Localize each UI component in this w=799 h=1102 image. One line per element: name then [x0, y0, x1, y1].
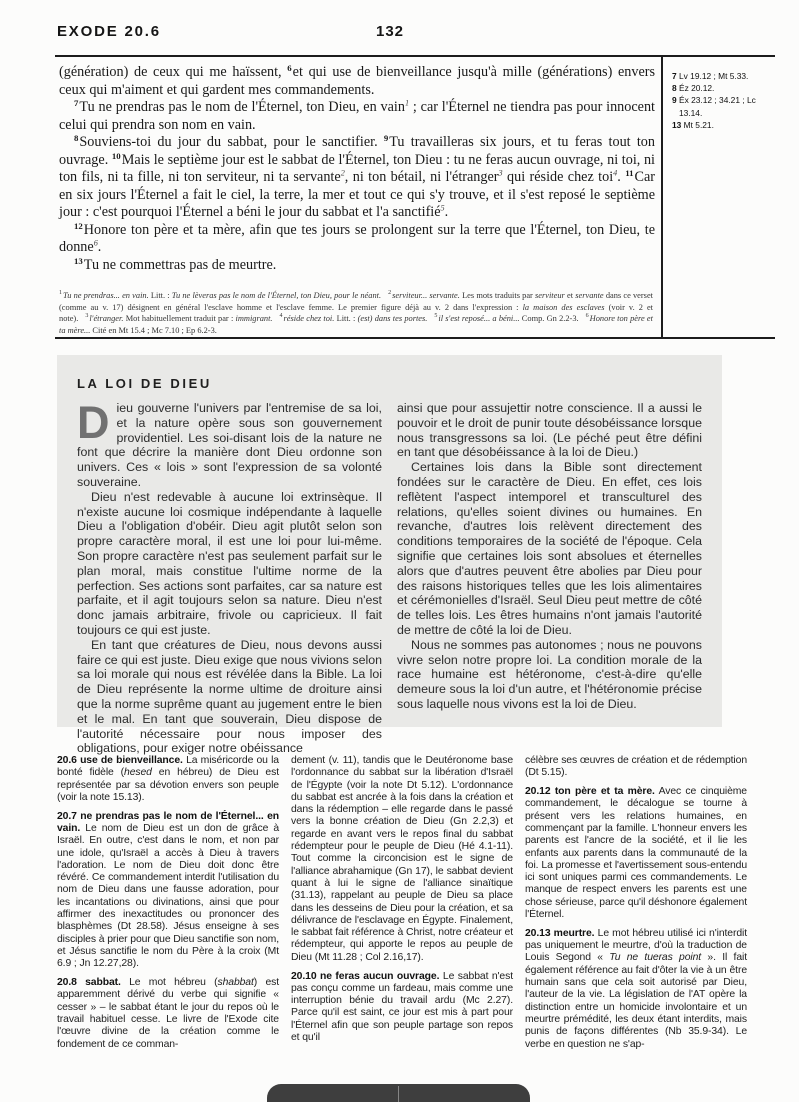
- feature-box: [57, 355, 722, 756]
- page-number: 132: [376, 23, 405, 40]
- study-notes-column-1: 20.6 use de bienveillance. La miséricorde ou la bonté fidèle (hesed en hébreu) de Dieu est représentée par sa dévotion envers son peuple (voir la note 15.13). 20.7 ne prendras pas le nom de l'Éternel... en vain. Le nom de Dieu est un don de grâce à Israël. En outre, c'est dans le nom, et non par une idole, qu'Israël a accès à Dieu à travers l'adoration. Le nom de Dieu doit donc être révéré. Ce commandement interdit l'utilisation du nom de Dieu dans une fausse adoration, pour les incantations ou divinations, ainsi que pour affirmer des inexactitudes ou prononcer des blasphèmes (Dt 28.58). Jésus enseigne à ses disciples à prier pour que Dieu sanctifie son nom, et Jésus sanctifie le nom du Père à la croix (Mt 6.9 ; Jn 12.27,28). 20.8 sabbat. Le mot hébreu (shabbat) est apparemment dérivé du verbe qui signifie « cesser » – le sabbat étant le jour du repos où le travail habituel cesse. Le livre de l'Exode cite l'œuvre divine de la création comme le fondement de ce comman-: [57, 755, 279, 1050]
- page-header: [57, 23, 744, 43]
- study-notes: [57, 755, 747, 1051]
- scripture-text: (génération) de ceux qui me haïssent, $^6$et qui use de bienveillance jusqu'à mille (générations) envers ceux qui m'aiment et qui gardent mes commandements. $^7$Tu ne prendras pas le nom de l'Éternel, ton Dieu, en vain$^1$ ; car l'Éternel ne tiendra pas pour innocent celui qui prendra son nom en vain. $^8$Souviens-toi du jour du sabbat, pour le sanctifier. $^9$Tu travailleras six jours, et tu feras tout ton ouvrage. $^{10}$Mais le septième jour est le sabbat de l'Éternel, ton Dieu : tu ne feras aucun ouvrage, ni toi, ni ton fils, ni ta fille, ni ton serviteur, ni ta servante$^2$, ni ton bétail, ni l'étranger$^3$ qui réside chez toi$^4$. $^{11}$Car en six jours l'Éternel a fait le ciel, la terre, la mer et tout ce qui s'y trouve, et il s'est reposé le septième jour : c'est pourquoi l'Éternel a béni le jour du sabbat et l'a sanctifié$^5$. $^{12}$Honore ton père et ta mère, afin que tes jours se prolongent sur la terre que l'Éternel, ton Dieu, te donne$^6$. $^{13}$Tu ne commettras pas de meurtre.: [59, 63, 656, 273]
- feature-box-columns: [77, 397, 702, 756]
- margin-column-divider: [661, 55, 663, 338]
- feature-box-column-right: ainsi que pour assujettir notre conscience. Il a aussi le pouvoir et le droit de punir toute désobéissance lorsque nous transgressons sa loi. (Le péché peut être défini en tant que désobéissance à la loi de Dieu.) Certaines lois dans la Bible sont directement fondées sur le caractère de Dieu. En effet, ces lois reflètent l'aspect intemporel et transculturel des relations, qu'elles soient divines ou humaines. En revanche, d'autres lois relèvent directement des conditions temporaires de la société de l'époque. Cela signifie que certaines lois sont absolues et éternelles alors que d'autres peuvent être abolies par Dieu pour des raisons historiques telles que les lois alimentaires et cérémonielles d'Israël. Seul Dieu peut mettre de côté de telles lois. Les êtres humains n'ont jamais l'autorité de mettre de côté la loi de Dieu. Nous ne sommes pas autonomes ; nous ne pouvons vivre selon notre propre loi. La condition morale de la race humaine est hétéronome, c'est-à-dire qu'elle demeure sous la loi d'un autre, et l'hétéronomie précise sous laquelle nous vivons est la loi de Dieu.: [397, 401, 702, 711]
- feature-box-title: LA LOI DE DIEU: [77, 376, 212, 391]
- study-notes-column-2: dement (v. 11), tandis que le Deutéronome base l'ordonnance du sabbat sur la libération d'Israël de l'Égypte (voir la note Dt 5.12). L'ordonnance du sabbat est ancrée à la fois dans la création et dans la rédemption – elle regarde dans le passé vers la bonne création de Dieu (Gn 2.2,3) et regarde en avant vers le repos final du sabbat rédempteur pour le peuple de Dieu (Hé 4.1-11). Tout comme la circoncision est le signe de l'alliance abrahamique (Gn 17), le sabbat devient quant à lui le signe de l'alliance sinaïtique (31.13), rappelant au peuple de Dieu sa place dans les desseins de Dieu pour la création, et sa délivrance de l'esclavage en Égypte. Finalement, le sabbat fait référence à Christ, notre créateur et rédempteur, qui apporte le repos au peuple de Dieu (Mt 11.28 ; Col 2.16,17). 20.10 ne feras aucun ouvrage. Le sabbat n'est pas conçu comme un fardeau, mais comme une interruption bénie du travail ardu (Mc 2.27). Parce qu'il est saint, ce jour est mis à part pour l'Éternel afin que son peuple partage son repos et qu'il: [291, 755, 513, 1044]
- feature-box-column-left: Dieu gouverne l'univers par l'entremise de sa loi, et la nature opère sous son gouvernement providentiel. Les soi-disant lois de la nature ne font que décrire la manière dont Dieu ordonne son univers. Ces « lois » sont l'expression de sa volonté souveraine. Dieu n'est redevable à aucune loi extrinsèque. Il n'existe aucune loi cosmique indépendante à laquelle Dieu a l'obligation d'obéir. Dieu agit plutôt selon son propre caractère moral, il est une loi pour lui-même. Son propre caractère n'est pas seulement parfait sur le plan moral, mais constitue l'ultime norme de la perfection. Ses actions sont parfaites, car sa nature est parfaite, et il agit toujours selon sa nature. Dieu n'est donc jamais arbitraire, frivole ou capricieux. Il fait toujours ce qui est juste. En tant que créatures de Dieu, nous devons aussi faire ce qui est juste. Dieu exige que nous vivions selon sa loi morale qui nous est révélée dans la Bible. La loi de Dieu représente la norme ultime de droiture ainsi que la norme suprême quant au jugement entre le bien et le mal. En tant que souverain, Dieu dispose de l'autorité nécessaire pour nous imposer des obligations, pour exiger notre obéissance: [77, 397, 382, 756]
- page-nav-bar: [267, 1084, 530, 1102]
- running-head: EXODE 20.6: [57, 23, 161, 40]
- drop-cap: D: [77, 397, 110, 448]
- translation-footnotes: $^1$Tu ne prendras... en vain. Litt. : Tu ne lèveras pas le nom de l'Éternel, ton Dieu, pour le néant. $^2$serviteur... servante. Les mots traduits par serviteur et servante dans ce verset (comme au v. 17) désignent en général l'esclave homme et l'esclave femme. Le premier figure déjà au v. 2 dans l'expression : la maison des esclaves (voir v. 2 et note). $^3$l'étranger. Mot habituellement traduit par : immigrant. $^4$réside chez toi. Litt. : (est) dans tes portes. $^5$il s'est reposé... a béni... Comp. Gn 2.2-3. $^6$Honore ton père et ta mère... Cité en Mt 15.4 ; Mc 7.10 ; Ep 6.2-3.: [59, 290, 654, 335]
- cross-references: 7 Lv 19.12 ; Mt 5.33. 8 Éz 20.12. 9 Éx 23.12 ; 34.21 ; Lc 13.14. 13 Mt 5.21.: [672, 71, 756, 130]
- nav-previous-button[interactable]: [267, 1084, 398, 1102]
- study-notes-column-3: célèbre ses œuvres de création et de rédemption (Dt 5.15). 20.12 ton père et ta mère. Avec ce cinquième commandement, le décalogue se tourne à présent vers les relations humaines, en commençant par la famille. L'honneur envers les parents est l'ancre de la société, et il lie les enfants aux parents dans la communauté de la foi. La promesse et l'avertissement sous-entendu ici sont uniques parmi ces commandements. Le manque de respect envers les parents est une chose sérieuse, parce qu'il déshonore également l'Éternel. 20.13 meurtre. Le mot hébreu utilisé ici n'interdit pas uniquement le meurtre, d'où la traduction de Louis Segond « Tu ne tueras point ». Il fait également référence au fait d'ôter la vie à un être humain sans que cela soit autorisé par Dieu, l'auteur de la vie. La législation de l'AT opère la distinction entre un homicide involontaire et un meurtre prémédité, les deux étant interdits, mais punis de façons différentes (Nb 35.9-34). Le verbe en question ne s'ap-: [525, 755, 747, 1050]
- nav-next-button[interactable]: [399, 1084, 530, 1102]
- scripture-bottom-rule: [55, 337, 775, 339]
- header-rule: [55, 55, 775, 57]
